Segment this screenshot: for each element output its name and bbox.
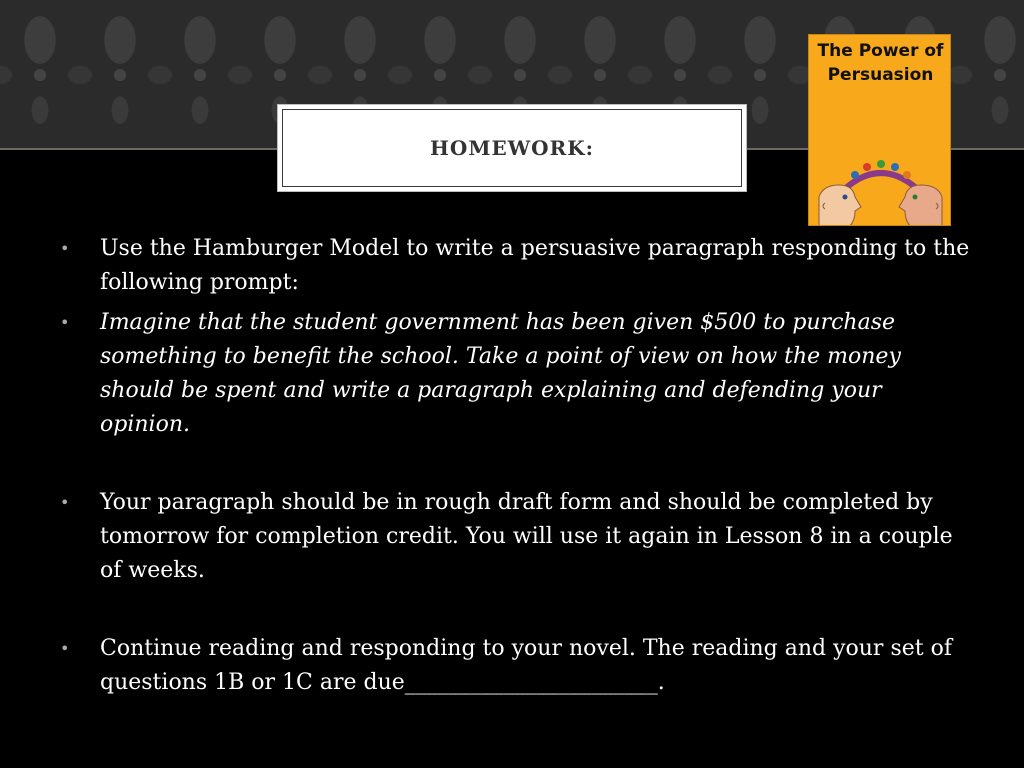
bullet-text: Your paragraph should be in rough draft form and should be completed by tomorrow for completion credit. You will use it again in Lesson 8 in a couple of weeks. bbox=[100, 490, 953, 583]
list-item bbox=[60, 306, 970, 442]
title-box-frame bbox=[282, 109, 742, 187]
list-item bbox=[60, 632, 970, 700]
slide-title: HOMEWORK: bbox=[430, 136, 594, 160]
bullet-icon: • bbox=[60, 639, 70, 658]
bullet-list bbox=[60, 232, 970, 706]
title-box bbox=[277, 104, 747, 192]
list-item bbox=[60, 232, 970, 300]
book-cover-image bbox=[808, 34, 951, 226]
bullet-text: Continue reading and responding to your novel. The reading and your set of questions 1B or 1C are due_______________________. bbox=[100, 636, 952, 695]
list-item bbox=[60, 486, 970, 588]
two-faces-illustration bbox=[809, 155, 951, 226]
prompt-text: Imagine that the student government has been given $500 to purchase something to benefit the school. Take a point of view on how the money should be spent and write a paragraph explaining and defending your opinion. bbox=[100, 310, 901, 437]
cover-title-line1: The Power of bbox=[817, 41, 944, 61]
bullet-text: Use the Hamburger Model to write a persuasive paragraph responding to the following prompt: bbox=[100, 236, 970, 295]
bullet-icon: • bbox=[60, 313, 70, 332]
cover-title-line2: Persuasion bbox=[827, 65, 934, 85]
bullet-icon: • bbox=[60, 239, 70, 258]
cover-title bbox=[809, 39, 951, 87]
bullet-icon: • bbox=[60, 493, 70, 512]
